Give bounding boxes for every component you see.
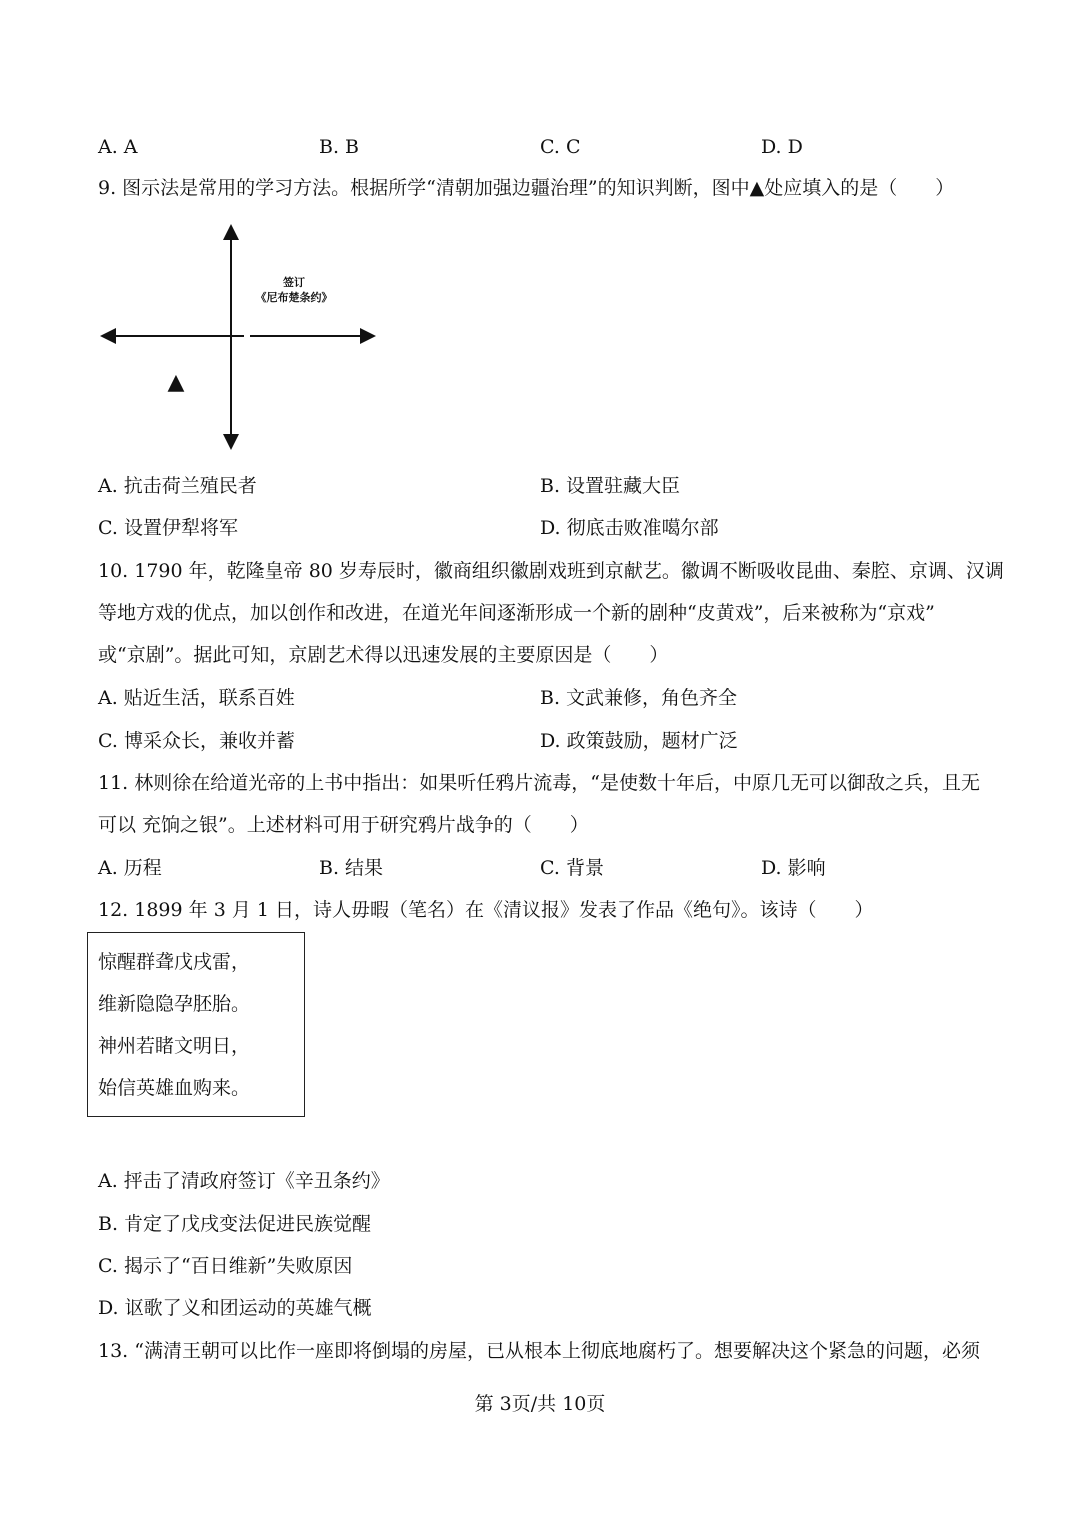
page-footer: 第 3页/共 10页: [474, 1393, 606, 1415]
q8-option-c: C. C: [540, 136, 581, 158]
diagram-triangle-marker: ▲: [167, 370, 185, 395]
q11-line-2: 可以 充饷之银”。上述材料可用于研究鸦片战争的（ ）: [98, 814, 589, 836]
q11-option-d: D. 影响: [761, 857, 826, 879]
q8-option-b: B. B: [319, 136, 360, 158]
q12-option-d: D. 讴歌了义和团运动的英雄气概: [98, 1297, 372, 1319]
poem-line-3: 神州若睹文明日，: [98, 1035, 251, 1057]
q12-poem-box: [87, 932, 305, 1117]
q10-option-a: A. 贴近生活，联系百姓: [98, 687, 295, 709]
q10-option-b: B. 文武兼修，角色齐全: [540, 687, 738, 709]
q12-option-b: B. 肯定了戊戌变法促进民族觉醒: [98, 1213, 372, 1235]
q12-option-a: A. 抨击了清政府签订《辛丑条约》: [98, 1170, 390, 1192]
q9-option-c: C. 设置伊犁将军: [98, 517, 238, 539]
q8-option-a: A. A: [98, 136, 138, 158]
q12-stem: 12. 1899 年 3 月 1 日，诗人毋暇（笔名）在《清议报》发表了作品《绝句》。该诗（ ）: [98, 899, 874, 921]
q9-option-a: A. 抗击荷兰殖民者: [98, 475, 257, 497]
poem-line-4: 始信英雄血购来。: [98, 1077, 251, 1099]
q9-option-d: D. 彻底击败准噶尔部: [540, 517, 719, 539]
q9-option-b: B. 设置驻藏大臣: [540, 475, 681, 497]
q12-option-c: C. 揭示了“百日维新”失败原因: [98, 1255, 353, 1277]
q8-option-d: D. D: [761, 136, 803, 158]
poem-line-1: 惊醒群聋戊戌雷，: [98, 951, 251, 973]
q9-stem: 9. 图示法是常用的学习方法。根据所学“清朝加强边疆治理”的知识判断，图中▲处应填入的是（ ）: [98, 177, 955, 199]
q10-line-2: 等地方戏的优点，加以创作和改进，在道光年间逐渐形成一个新的剧种“皮黄戏”，后来被称为“京戏”: [98, 602, 935, 624]
q11-option-a: A. 历程: [98, 857, 162, 879]
diagram-label-line2: 《尼布楚条约》: [255, 291, 333, 304]
q10-line-1: 10. 1790 年，乾隆皇帝 80 岁寿辰时，徽商组织徽剧戏班到京献艺。徽调不断吸收昆曲、秦腔、京调、汉调: [98, 560, 1004, 582]
q11-option-b: B. 结果: [319, 857, 384, 879]
poem-line-2: 维新隐隐孕胚胎。: [98, 993, 251, 1015]
q10-option-d: D. 政策鼓励，题材广泛: [540, 730, 738, 752]
q10-line-3: 或“京剧”。据此可知，京剧艺术得以迅速发展的主要原因是（ ）: [98, 644, 669, 666]
q13-line-1: 13. “满清王朝可以比作一座即将倒塌的房屋，已从根本上彻底地腐朽了。想要解决这个紧急的问题，必须: [98, 1340, 980, 1362]
diagram-label-line1: 签订: [283, 276, 305, 289]
q11-option-c: C. 背景: [540, 857, 604, 879]
q10-option-c: C. 博采众长，兼收并蓄: [98, 730, 295, 752]
q11-line-1: 11. 林则徐在给道光帝的上书中指出：如果听任鸦片流毒，“是使数十年后，中原几无可以御敌之兵，且无: [98, 772, 980, 794]
